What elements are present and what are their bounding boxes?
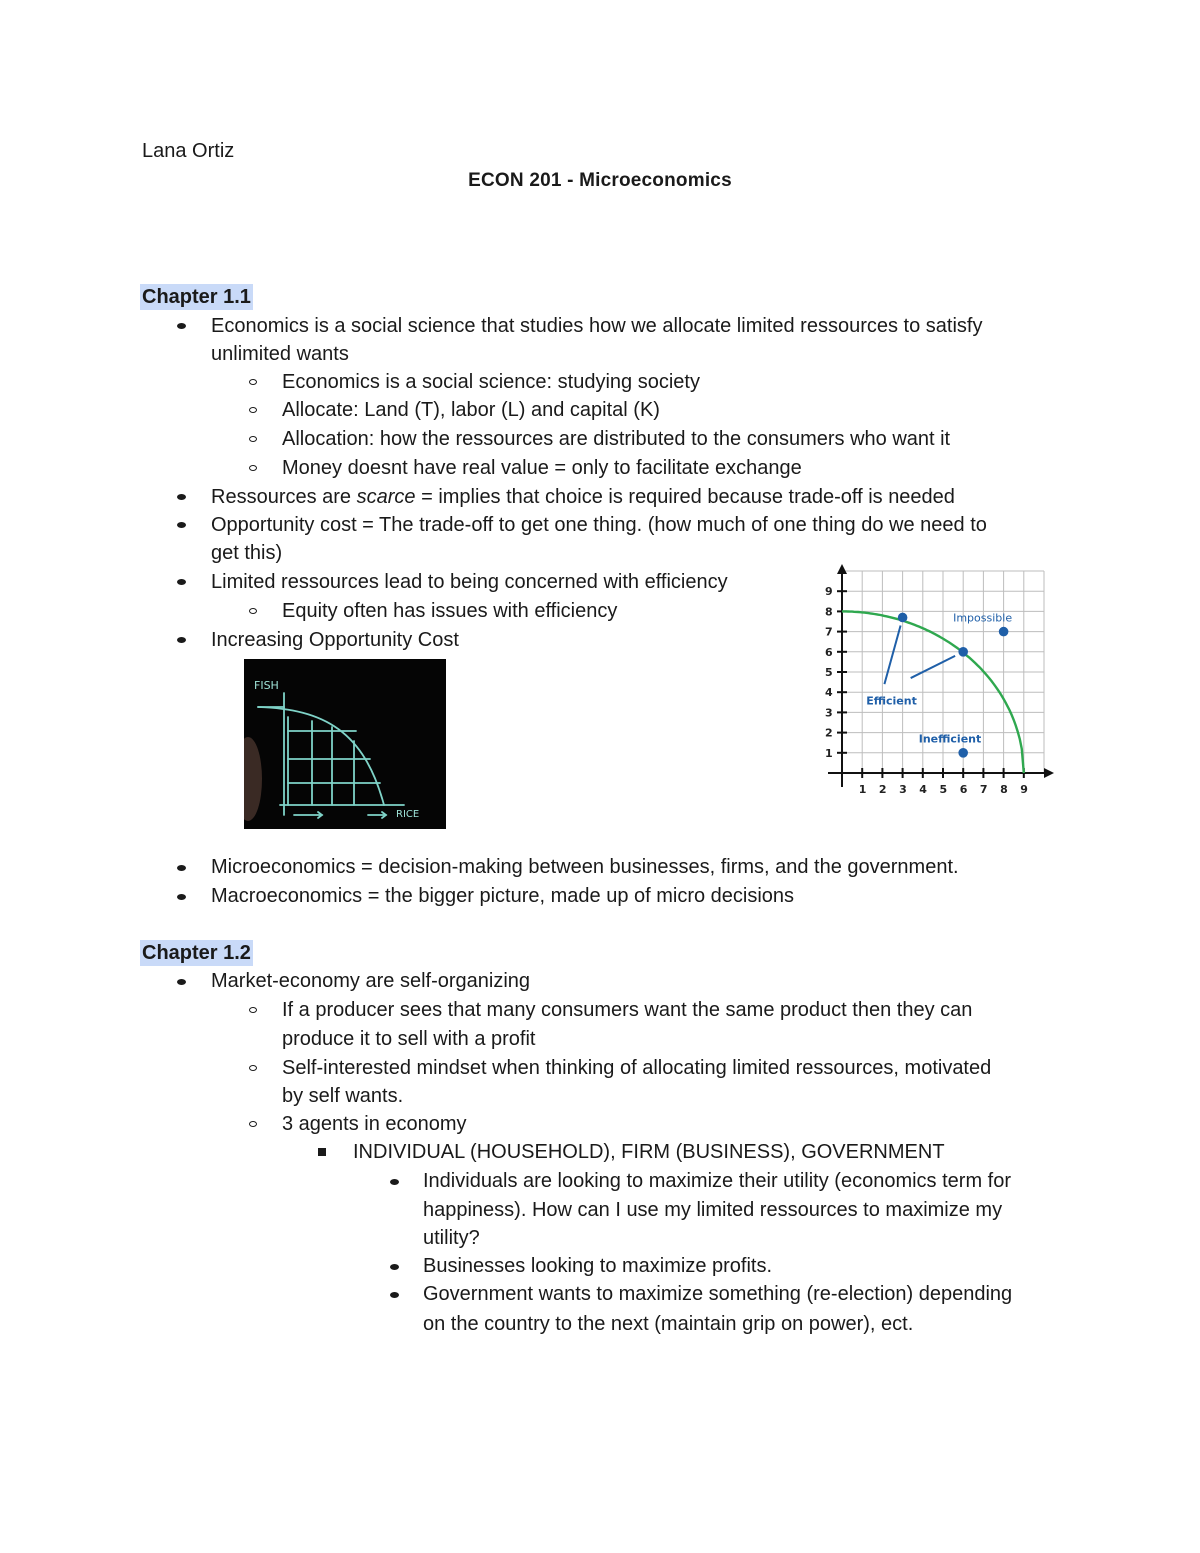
bullet-circle-marker bbox=[249, 436, 257, 442]
y-tick-label: 7 bbox=[825, 625, 833, 639]
y-axis-arrow bbox=[837, 564, 847, 574]
x-tick-label: 5 bbox=[939, 783, 948, 796]
efficient-arrow bbox=[884, 626, 900, 685]
sub-bullet-text: Allocate: Land (T), labor (L) and capital (K) bbox=[282, 399, 660, 421]
x-axis-arrow bbox=[1044, 768, 1054, 778]
scarce-emphasis: scarce bbox=[356, 486, 416, 508]
chapter-1-2-heading: Chapter 1.2 bbox=[142, 942, 251, 964]
bullet-circle-marker bbox=[249, 379, 257, 385]
fish-rice-sketch bbox=[244, 659, 446, 829]
bullet-text: Market-economy are self-organizing bbox=[211, 970, 531, 992]
x-tick-label: 9 bbox=[1020, 783, 1028, 796]
sub-bullet-text: 3 agents in economy bbox=[282, 1113, 467, 1135]
bullet-text: Economics is a social science that studies how we allocate limited ressources to satisfy bbox=[211, 315, 983, 337]
bullet-disc-marker bbox=[390, 1179, 399, 1185]
bullet-disc-marker bbox=[177, 637, 186, 643]
bullet-disc-marker bbox=[177, 979, 186, 985]
sub-sub-bullet-text: INDIVIDUAL (HOUSEHOLD), FIRM (BUSINESS), GOVERNMENT bbox=[353, 1141, 945, 1163]
detail-bullet-text: happiness). How can I use my limited ressources to maximize my bbox=[423, 1199, 1003, 1221]
y-tick-label: 5 bbox=[825, 666, 833, 679]
ppf-point-impossible bbox=[999, 627, 1009, 637]
bullet-circle-marker bbox=[249, 1121, 257, 1127]
y-tick-label: 6 bbox=[825, 645, 833, 659]
bullet-text: Opportunity cost = The trade-off to get one thing. (how much of one thing do we need to bbox=[211, 514, 987, 536]
detail-bullet-text: Businesses looking to maximize profits. bbox=[423, 1255, 773, 1277]
bullet-disc-marker bbox=[390, 1264, 399, 1270]
bullet-text: unlimited wants bbox=[211, 343, 349, 365]
bullet-disc-marker bbox=[177, 579, 186, 585]
impossible-label: Impossible bbox=[953, 611, 1013, 625]
detail-bullet-text: utility? bbox=[423, 1227, 480, 1249]
bullet-disc-marker bbox=[390, 1292, 399, 1298]
x-tick-label: 6 bbox=[959, 783, 968, 796]
efficient-label: Efficient bbox=[866, 694, 917, 708]
detail-bullet-text: Individuals are looking to maximize their utility (economics term for bbox=[423, 1170, 1011, 1192]
x-tick-label: 7 bbox=[979, 783, 988, 796]
x-tick-label: 4 bbox=[919, 783, 927, 796]
bullet-circle-marker bbox=[249, 1007, 257, 1013]
bullet-circle-marker bbox=[249, 1065, 257, 1071]
y-tick-label: 9 bbox=[825, 585, 833, 599]
ppf-chart-svg bbox=[818, 562, 1058, 798]
bullet-text: Microeconomics = decision-making between businesses, firms, and the government. bbox=[211, 856, 959, 878]
chapter-1-1-heading: Chapter 1.1 bbox=[142, 286, 251, 308]
bullet-disc-marker bbox=[177, 323, 186, 329]
rice-axis-label: RICE bbox=[396, 809, 420, 820]
fish-axis-label: FISH bbox=[254, 679, 279, 692]
bullet-text-scarce: Ressources are scarce = implies that choice is required because trade-off is needed bbox=[211, 486, 955, 508]
bullet-square-marker bbox=[318, 1148, 326, 1156]
sub-bullet-text: Equity often has issues with efficiency bbox=[282, 600, 618, 622]
y-tick-label: 2 bbox=[825, 726, 833, 740]
bullet-circle-marker bbox=[249, 465, 257, 471]
x-tick-label: 8 bbox=[1000, 783, 1008, 796]
sub-bullet-text: by self wants. bbox=[282, 1085, 404, 1107]
detail-bullet-text: on the country to the next (maintain grip on power), ect. bbox=[423, 1313, 914, 1335]
ppf-chart-image bbox=[818, 562, 1058, 798]
bullet-circle-marker bbox=[249, 608, 257, 614]
bullet-text: Macroeconomics = the bigger picture, made up of micro decisions bbox=[211, 885, 795, 907]
detail-bullet-text: Government wants to maximize something (re-election) depending bbox=[423, 1283, 1013, 1305]
ppf-point-efficient bbox=[958, 647, 968, 657]
bullet-text: get this) bbox=[211, 542, 283, 564]
x-tick-label: 2 bbox=[878, 783, 887, 796]
sub-bullet-text: Money doesnt have real value = only to facilitate exchange bbox=[282, 457, 802, 479]
bullet-text: Increasing Opportunity Cost bbox=[211, 629, 459, 651]
sub-bullet-text: If a producer sees that many consumers want the same product then they can bbox=[282, 999, 973, 1021]
bullet-disc-marker bbox=[177, 522, 186, 528]
efficient-arrow bbox=[911, 656, 955, 678]
sub-bullet-text: Allocation: how the ressources are distributed to the consumers who want it bbox=[282, 428, 951, 450]
sub-bullet-text: Economics is a social science: studying society bbox=[282, 371, 700, 393]
bullet-disc-marker bbox=[177, 865, 186, 871]
bullet-circle-marker bbox=[249, 407, 257, 413]
bullet-text: Limited ressources lead to being concerned with efficiency bbox=[211, 571, 728, 593]
x-tick-label: 3 bbox=[899, 783, 907, 796]
sub-bullet-text: Self-interested mindset when thinking of allocating limited ressources, motivated bbox=[282, 1057, 992, 1079]
bullet-disc-marker bbox=[177, 494, 186, 500]
y-tick-label: 8 bbox=[825, 605, 833, 619]
inefficient-label: Inefficient bbox=[918, 732, 982, 746]
y-tick-label: 4 bbox=[825, 686, 833, 700]
document-title: ECON 201 - Microeconomics bbox=[468, 170, 732, 191]
sub-bullet-text: produce it to sell with a profit bbox=[282, 1028, 536, 1050]
x-tick-label: 1 bbox=[858, 783, 867, 796]
author-name: Lana Ortiz bbox=[142, 140, 235, 162]
fish-rice-chalkboard-image bbox=[244, 659, 446, 829]
y-tick-label: 1 bbox=[825, 746, 833, 760]
y-tick-label: 3 bbox=[825, 706, 833, 720]
ppf-point-efficient bbox=[898, 613, 908, 623]
ppf-point-inefficient bbox=[958, 748, 968, 758]
bullet-disc-marker bbox=[177, 894, 186, 900]
